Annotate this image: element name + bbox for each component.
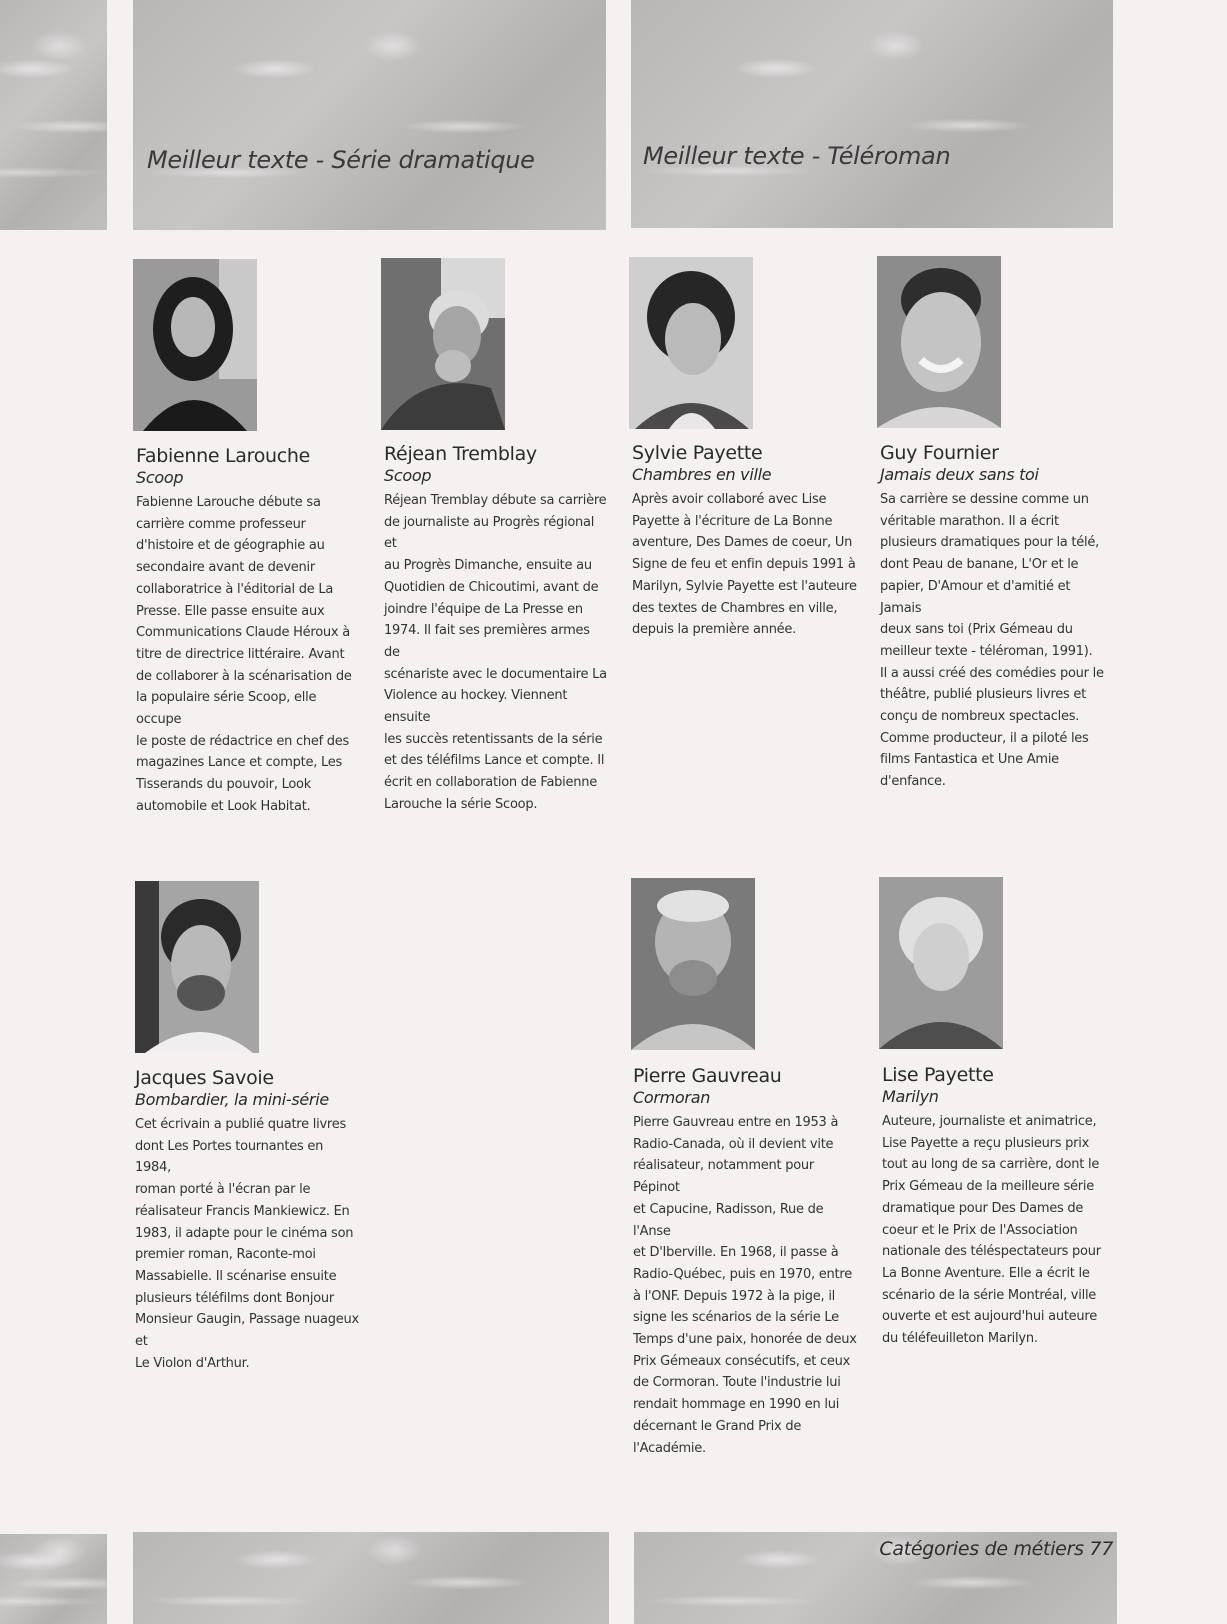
bottom-band-right (634, 1532, 1117, 1624)
category-title-teleroman: Meilleur texte - Téléroman (643, 142, 951, 170)
portrait-photo-lise-payette (879, 877, 1003, 1049)
bio-text: Cet écrivain a publié quatre livres dont Les Portes tournantes en 1984, roman porté à l'écran par le réalisateur Francis Mankiewicz. En 1983, il adapte pour le cinéma son premier roman, Raconte-moi Massabielle. Il scénarise ensuite plusieurs téléfilms dont Bonjour Monsieur Gaugin, Passage nuageux et Le Violon d'Arthur. (135, 1117, 359, 1371)
entry-fabienne-larouche (136, 444, 361, 818)
person-name: Guy Fournier (880, 442, 999, 464)
portrait-jacques-icon (135, 881, 259, 1053)
show-title: Chambres en ville (632, 465, 772, 484)
portrait-photo-jacques-savoie (135, 881, 259, 1053)
person-name: Lise Payette (882, 1064, 994, 1086)
portrait-guy-icon (877, 256, 1001, 428)
show-title: Cormoran (633, 1088, 711, 1107)
portrait-photo-sylvie-payette (629, 257, 753, 429)
portrait-sylvie-icon (629, 257, 753, 429)
portrait-lise-icon (879, 877, 1003, 1049)
portrait-photo-pierre-gauvreau (631, 878, 755, 1050)
entry-rejean-tremblay (384, 442, 609, 816)
show-title: Jamais deux sans toi (880, 465, 1039, 484)
person-name: Jacques Savoie (135, 1067, 274, 1089)
portrait-photo-rejean-tremblay (381, 258, 505, 430)
top-band-left-edge (0, 0, 107, 230)
top-band-left (133, 0, 606, 230)
portrait-photo-guy-fournier (877, 256, 1001, 428)
entry-lise-payette (882, 1063, 1107, 1350)
bio-text: Après avoir collaboré avec Lise Payette à l'écriture de La Bonne aventure, Des Dames de coeur, Un Signe de feu et enfin depuis 1991 à Marilyn, Sylvie Payette est l'auteure des textes de Chambres en ville, depuis la première année. (632, 492, 857, 638)
show-title: Bombardier, la mini-série (135, 1090, 329, 1109)
show-title: Scoop (136, 468, 184, 487)
bio-text: Fabienne Larouche débute sa carrière comme professeur d'histoire et de géographie au secondaire avant de devenir collaboratrice à l'éditorial de La Presse. Elle passe ensuite aux Communications Claude Héroux à titre de directrice littéraire. Avant de collaborer à la scénarisation de la populaire série Scoop, elle occupe le poste de rédactrice en chef des magazines Lance et compte, Les Tisserands du pouvoir, Look automobile et Look Habitat. (136, 495, 352, 814)
person-name: Pierre Gauvreau (633, 1065, 782, 1087)
show-title: Marilyn (882, 1087, 939, 1106)
bottom-band-left (133, 1532, 609, 1624)
person-name: Fabienne Larouche (136, 445, 311, 467)
bio-text: Pierre Gauvreau entre en 1953 à Radio-Canada, où il devient vite réalisateur, notamment pour Pépinot et Capucine, Radisson, Rue de l'Anse et D'Iberville. En 1968, il passe à Radio-Québec, puis en 1970, entre à l'ONF. Depuis 1972 à la pige, il signe les scénarios de la série Le Temps d'une paix, honorée de deux Prix Gémeaux consécutifs, et ceux de Cormoran. Toute l'industrie lui rendait hommage en 1990 en lui décernant le Grand Prix de l'Académie. (633, 1115, 857, 1456)
person-name: Réjean Tremblay (384, 443, 537, 465)
category-title-serie-dramatique: Meilleur texte - Série dramatique (147, 146, 535, 174)
page-footer: Catégories de métiers 77 (879, 1538, 1113, 1560)
portrait-fabienne-icon (133, 259, 257, 431)
entry-guy-fournier (880, 441, 1105, 793)
portrait-rejean-icon (381, 258, 505, 430)
entry-sylvie-payette (632, 441, 857, 641)
top-band-right (631, 0, 1113, 228)
portrait-pierre-icon (631, 878, 755, 1050)
bio-text: Auteure, journaliste et animatrice, Lise Payette a reçu plusieurs prix tout au long de sa carrière, dont le Prix Gémeau de la meilleure série dramatique pour Des Dames de coeur et le Prix de l'Association nationale des téléspectateurs pour La Bonne Aventure. Elle a écrit le scénario de la série Montréal, ville ouverte et est aujourd'hui auteure du téléfeuilleton Marilyn. (882, 1114, 1101, 1347)
entry-pierre-gauvreau (633, 1064, 858, 1459)
bio-text: Réjean Tremblay débute sa carrière de journaliste au Progrès régional et au Progrès Dimanche, ensuite au Quotidien de Chicoutimi, avant de joindre l'équipe de La Presse en 1974. Il fait ses premières armes de scénariste avec le documentaire La Violence au hockey. Viennent ensuite les succès retentissants de la série et des téléfilms Lance et compte. Il écrit en collaboration de Fabienne Larouche la série Scoop. (384, 493, 607, 812)
person-name: Sylvie Payette (632, 442, 763, 464)
entry-jacques-savoie (135, 1066, 360, 1374)
bio-text: Sa carrière se dessine comme un véritable marathon. Il a écrit plusieurs dramatiques pour la télé, dont Peau de banane, L'Or et le papier, D'Amour et d'amitié et Jamais deux sans toi (Prix Gémeau du meilleur texte - téléroman, 1991). Il a aussi créé des comédies pour le théâtre, publié plusieurs livres et conçu de nombreux spectacles. Comme producteur, il a piloté les films Fantastica et Une Amie d'enfance. (880, 492, 1104, 790)
show-title: Scoop (384, 466, 432, 485)
bottom-band-left-edge (0, 1534, 107, 1624)
portrait-photo-fabienne-larouche (133, 259, 257, 431)
